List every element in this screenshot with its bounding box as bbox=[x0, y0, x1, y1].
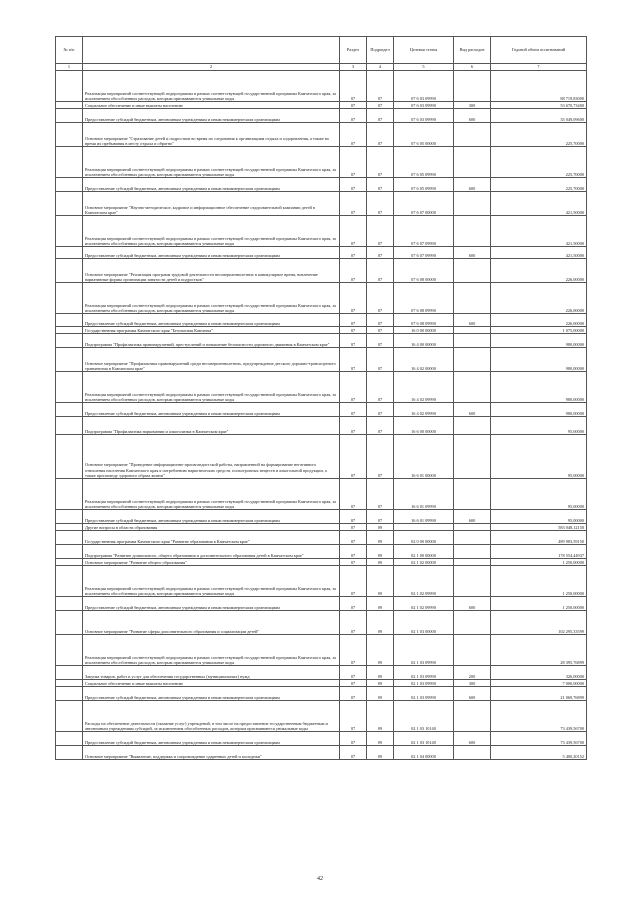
header-subsection: Подраздел bbox=[367, 37, 394, 64]
row-subsection-cell: 07 bbox=[367, 435, 394, 479]
row-target-cell: 07 6 07 09990 bbox=[394, 216, 454, 247]
row-subsection-cell: 09 bbox=[367, 611, 394, 635]
column-number: 6 bbox=[454, 64, 491, 71]
row-amount-cell: 73 439,56700 bbox=[491, 732, 587, 746]
row-subsection-cell: 07 bbox=[367, 102, 394, 109]
row-amount-cell: 5 400,20152 bbox=[491, 746, 587, 760]
row-expense-type-cell bbox=[454, 479, 491, 510]
row-section-cell: 07 bbox=[340, 283, 367, 314]
row-amount-cell: 489 983,59150 bbox=[491, 531, 587, 545]
row-number-cell bbox=[56, 611, 83, 635]
row-section-cell: 07 bbox=[340, 327, 367, 334]
table-row bbox=[56, 178, 587, 192]
row-section-cell: 07 bbox=[340, 635, 367, 666]
table-row bbox=[56, 597, 587, 611]
table-row bbox=[56, 732, 587, 746]
row-target-cell: 02 1 03 09990 bbox=[394, 635, 454, 666]
row-subsection-cell: 07 bbox=[367, 403, 394, 417]
row-amount-cell: 980,00000 bbox=[491, 403, 587, 417]
row-subsection-cell: 09 bbox=[367, 566, 394, 597]
row-expense-type-cell bbox=[454, 701, 491, 732]
row-subsection-cell: 07 bbox=[367, 417, 394, 435]
row-number-cell bbox=[56, 531, 83, 545]
row-subsection-cell: 09 bbox=[367, 746, 394, 760]
row-target-cell bbox=[394, 524, 454, 531]
row-subsection-cell: 09 bbox=[367, 666, 394, 680]
row-section-cell: 07 bbox=[340, 545, 367, 559]
table-row bbox=[56, 192, 587, 216]
row-section-cell: 07 bbox=[340, 566, 367, 597]
row-subsection-cell: 09 bbox=[367, 597, 394, 611]
row-expense-type-cell bbox=[454, 545, 491, 559]
table-row bbox=[56, 147, 587, 178]
row-number-cell bbox=[56, 510, 83, 524]
row-name-cell: Предоставление субсидий бюджетным, автономным учреждениям и иным некоммерческим организациям bbox=[83, 109, 340, 123]
row-amount-cell: 7 000,00000 bbox=[491, 680, 587, 687]
row-number-cell bbox=[56, 417, 83, 435]
header-num: № п/п bbox=[56, 37, 83, 64]
row-expense-type-cell bbox=[454, 123, 491, 147]
row-name-cell: Основное мероприятие "Реализация программ трудовой деятельности несовершеннолетних в каникулярное время, вовлечение вариативные формы организации занятости детей и подростков" bbox=[83, 259, 340, 283]
row-number-cell bbox=[56, 597, 83, 611]
row-number-cell bbox=[56, 372, 83, 403]
row-number-cell bbox=[56, 687, 83, 701]
row-name-cell: Предоставление субсидий бюджетным, автономным учреждениям и иным некоммерческим организациям bbox=[83, 597, 340, 611]
row-number-cell bbox=[56, 334, 83, 348]
column-number: 4 bbox=[367, 64, 394, 71]
row-amount-cell: 226,00000 bbox=[491, 314, 587, 327]
row-expense-type-cell bbox=[454, 192, 491, 216]
row-expense-type-cell bbox=[454, 746, 491, 760]
row-target-cell: 07 6 07 09990 bbox=[394, 247, 454, 259]
row-section-cell: 07 bbox=[340, 417, 367, 435]
row-name-cell: Подпрограмма "Развитие дошкольного, общего образования и дополнительного образования детей в Камчатском крае" bbox=[83, 545, 340, 559]
row-name-cell: Предоставление субсидий бюджетным, автономным учреждениям и иным некоммерческим организациям bbox=[83, 247, 340, 259]
row-section-cell: 07 bbox=[340, 701, 367, 732]
row-amount-cell: 28 395,76899 bbox=[491, 635, 587, 666]
row-name-cell: Реализация мероприятий соответствующей подпрограммы в рамках соответствующей государственной программы Камчатского края, за исключением обособленных расходов, которым присваиваются уникальные коды bbox=[83, 635, 340, 666]
row-number-cell bbox=[56, 746, 83, 760]
row-amount-cell: 53 670,73400 bbox=[491, 102, 587, 109]
table-row bbox=[56, 109, 587, 123]
table-row bbox=[56, 479, 587, 510]
row-expense-type-cell bbox=[454, 334, 491, 348]
row-name-cell: Социальное обеспечение и иные выплаты населению bbox=[83, 102, 340, 109]
row-number-cell bbox=[56, 192, 83, 216]
row-name-cell: Основное мероприятие "Развитие сферы дополнительного образования и социализации детей" bbox=[83, 611, 340, 635]
table-row bbox=[56, 283, 587, 314]
column-number: 1 bbox=[56, 64, 83, 71]
row-amount-cell: 980,00000 bbox=[491, 372, 587, 403]
row-name-cell: Предоставление субсидий бюджетным, автономным учреждениям и иным некоммерческим организациям bbox=[83, 510, 340, 524]
row-amount-cell: 1 250,00000 bbox=[491, 566, 587, 597]
row-expense-type-cell bbox=[454, 327, 491, 334]
row-number-cell bbox=[56, 247, 83, 259]
row-subsection-cell: 07 bbox=[367, 372, 394, 403]
row-name-cell: Закупка товаров, работ и услуг для обеспечения государственных (муниципальных) нужд bbox=[83, 666, 340, 680]
row-number-cell bbox=[56, 403, 83, 417]
row-expense-type-cell: 600 bbox=[454, 732, 491, 746]
row-number-cell bbox=[56, 732, 83, 746]
row-amount-cell: 95,00000 bbox=[491, 479, 587, 510]
header-amount: Годовой объем ассигнований bbox=[491, 37, 587, 64]
row-expense-type-cell bbox=[454, 216, 491, 247]
row-number-cell bbox=[56, 524, 83, 531]
row-subsection-cell: 07 bbox=[367, 479, 394, 510]
table-row bbox=[56, 635, 587, 666]
row-target-cell: 02 0 00 00000 bbox=[394, 531, 454, 545]
row-target-cell: 07 6 03 09990 bbox=[394, 109, 454, 123]
column-number-row bbox=[56, 64, 587, 71]
row-number-cell bbox=[56, 545, 83, 559]
row-subsection-cell: 09 bbox=[367, 524, 394, 531]
row-section-cell: 07 bbox=[340, 123, 367, 147]
row-section-cell: 07 bbox=[340, 147, 367, 178]
row-subsection-cell: 09 bbox=[367, 559, 394, 566]
row-number-cell bbox=[56, 109, 83, 123]
table-row bbox=[56, 327, 587, 334]
row-expense-type-cell: 600 bbox=[454, 597, 491, 611]
table-body bbox=[56, 71, 587, 760]
row-expense-type-cell bbox=[454, 531, 491, 545]
table-row bbox=[56, 666, 587, 680]
row-amount-cell: 1 075,00000 bbox=[491, 327, 587, 334]
row-target-cell: 16 6 01 09990 bbox=[394, 479, 454, 510]
row-target-cell: 02 1 02 09990 bbox=[394, 597, 454, 611]
row-expense-type-cell: 300 bbox=[454, 102, 491, 109]
row-target-cell: 02 1 02 09990 bbox=[394, 566, 454, 597]
row-name-cell: Реализация мероприятий соответствующей подпрограммы в рамках соответствующей государственной программы Камчатского края, за исключением обособленных расходов, которым присваиваются уникальные коды bbox=[83, 372, 340, 403]
row-subsection-cell: 07 bbox=[367, 348, 394, 372]
row-expense-type-cell: 600 bbox=[454, 510, 491, 524]
row-subsection-cell: 07 bbox=[367, 123, 394, 147]
row-subsection-cell: 07 bbox=[367, 283, 394, 314]
row-section-cell: 07 bbox=[340, 559, 367, 566]
table-row bbox=[56, 687, 587, 701]
row-name-cell: Предоставление субсидий бюджетным, автономным учреждениям и иным некоммерческим организациям bbox=[83, 403, 340, 417]
row-amount-cell: 980,00000 bbox=[491, 348, 587, 372]
row-number-cell bbox=[56, 102, 83, 109]
row-amount-cell: 226,00000 bbox=[491, 259, 587, 283]
row-expense-type-cell bbox=[454, 147, 491, 178]
row-target-cell: 07 6 05 09990 bbox=[394, 147, 454, 178]
row-subsection-cell: 07 bbox=[367, 109, 394, 123]
row-number-cell bbox=[56, 327, 83, 334]
table-row bbox=[56, 566, 587, 597]
row-expense-type-cell bbox=[454, 348, 491, 372]
row-number-cell bbox=[56, 635, 83, 666]
row-section-cell: 07 bbox=[340, 71, 367, 102]
row-section-cell: 07 bbox=[340, 746, 367, 760]
row-name-cell: Реализация мероприятий соответствующей подпрограммы в рамках соответствующей государственной программы Камчатского края, за исключением обособленных расходов, которым присваиваются уникальные коды bbox=[83, 283, 340, 314]
row-subsection-cell: 07 bbox=[367, 147, 394, 178]
column-number: 3 bbox=[340, 64, 367, 71]
row-name-cell: Расходы на обеспечение деятельности (оказание услуг) учреждений, в том числе на предоставление государственным бюджетным и автономным учреждениям субсидий, за исключением обособленных расходов, которым присваиваются уникальные коды bbox=[83, 701, 340, 732]
row-amount-cell: 421,50000 bbox=[491, 192, 587, 216]
row-number-cell bbox=[56, 147, 83, 178]
row-expense-type-cell: 300 bbox=[454, 680, 491, 687]
header-name bbox=[83, 37, 340, 64]
row-amount-cell: 225,70000 bbox=[491, 123, 587, 147]
row-amount-cell: 225,70000 bbox=[491, 178, 587, 192]
row-section-cell: 07 bbox=[340, 259, 367, 283]
row-expense-type-cell bbox=[454, 283, 491, 314]
row-section-cell: 07 bbox=[340, 102, 367, 109]
row-number-cell bbox=[56, 666, 83, 680]
row-target-cell: 07 6 05 00000 bbox=[394, 123, 454, 147]
row-amount-cell: 95,00000 bbox=[491, 417, 587, 435]
row-amount-cell: 583 048,12150 bbox=[491, 524, 587, 531]
row-section-cell: 07 bbox=[340, 510, 367, 524]
row-subsection-cell: 07 bbox=[367, 314, 394, 327]
row-name-cell: Социальное обеспечение и иные выплаты населению bbox=[83, 680, 340, 687]
row-target-cell: 02 1 04 00000 bbox=[394, 746, 454, 760]
row-name-cell: Подпрограмма "Профилактика правонарушений, преступлений и повышение безопасности дорожного движения в Камчатском крае" bbox=[83, 334, 340, 348]
row-number-cell bbox=[56, 216, 83, 247]
table-row bbox=[56, 259, 587, 283]
row-section-cell: 07 bbox=[340, 192, 367, 216]
row-number-cell bbox=[56, 314, 83, 327]
row-number-cell bbox=[56, 283, 83, 314]
row-section-cell: 07 bbox=[340, 178, 367, 192]
row-section-cell: 07 bbox=[340, 348, 367, 372]
row-amount-cell: 35 049,09600 bbox=[491, 109, 587, 123]
row-subsection-cell: 09 bbox=[367, 545, 394, 559]
row-number-cell bbox=[56, 348, 83, 372]
row-section-cell: 07 bbox=[340, 403, 367, 417]
column-number: 5 bbox=[394, 64, 454, 71]
table-row bbox=[56, 524, 587, 531]
row-number-cell bbox=[56, 259, 83, 283]
row-target-cell: 02 1 03 10140 bbox=[394, 701, 454, 732]
row-name-cell: Реализация мероприятий соответствующей подпрограммы в рамках соответствующей государственной программы Камчатского края, за исключением обособленных расходов, которым присваиваются уникальные коды bbox=[83, 147, 340, 178]
header-expense-type: Вид расходов bbox=[454, 37, 491, 64]
row-target-cell: 16 0 00 00000 bbox=[394, 327, 454, 334]
row-name-cell: Основное мероприятие "Научно-методическое, кадровое и информационное обеспечение оздоровительной кампании детей в Камчатском крае" bbox=[83, 192, 340, 216]
row-target-cell: 07 6 07 00000 bbox=[394, 192, 454, 216]
budget-table bbox=[55, 36, 587, 760]
row-name-cell: Реализация мероприятий соответствующей подпрограммы в рамках соответствующей государственной программы Камчатского края, за исключением обособленных расходов, которым присваиваются уникальные коды bbox=[83, 479, 340, 510]
row-name-cell: Предоставление субсидий бюджетным, автономным учреждениям и иным некоммерческим организациям bbox=[83, 314, 340, 327]
row-subsection-cell: 07 bbox=[367, 178, 394, 192]
row-target-cell: 16 4 02 09990 bbox=[394, 372, 454, 403]
row-number-cell bbox=[56, 479, 83, 510]
row-target-cell: 16 4 02 09990 bbox=[394, 403, 454, 417]
row-target-cell: 07 6 05 09990 bbox=[394, 178, 454, 192]
row-section-cell: 07 bbox=[340, 597, 367, 611]
row-subsection-cell: 09 bbox=[367, 635, 394, 666]
row-number-cell bbox=[56, 178, 83, 192]
row-expense-type-cell: 600 bbox=[454, 314, 491, 327]
table-row bbox=[56, 701, 587, 732]
row-expense-type-cell: 600 bbox=[454, 247, 491, 259]
row-target-cell: 07 6 08 00000 bbox=[394, 259, 454, 283]
row-amount-cell: 1 250,00000 bbox=[491, 559, 587, 566]
row-name-cell: Государственная программа Камчатского края "Развитие образования в Камчатском крае" bbox=[83, 531, 340, 545]
row-target-cell: 02 1 03 00000 bbox=[394, 611, 454, 635]
header-section: Раздел bbox=[340, 37, 367, 64]
table-row bbox=[56, 216, 587, 247]
table-row bbox=[56, 334, 587, 348]
row-section-cell: 07 bbox=[340, 732, 367, 746]
row-subsection-cell: 09 bbox=[367, 701, 394, 732]
row-section-cell: 07 bbox=[340, 524, 367, 531]
row-amount-cell: 226,00000 bbox=[491, 283, 587, 314]
row-section-cell: 07 bbox=[340, 680, 367, 687]
row-subsection-cell: 07 bbox=[367, 216, 394, 247]
row-expense-type-cell bbox=[454, 635, 491, 666]
row-subsection-cell: 07 bbox=[367, 259, 394, 283]
row-number-cell bbox=[56, 566, 83, 597]
column-number: 7 bbox=[491, 64, 587, 71]
row-name-cell: Предоставление субсидий бюджетным, автономным учреждениям и иным некоммерческим организациям bbox=[83, 178, 340, 192]
table-row bbox=[56, 611, 587, 635]
table-row bbox=[56, 314, 587, 327]
row-name-cell: Основное мероприятие "Выявление, поддержка и сопровождение одаренных детей и молодежи" bbox=[83, 746, 340, 760]
row-section-cell: 07 bbox=[340, 247, 367, 259]
row-subsection-cell: 07 bbox=[367, 247, 394, 259]
row-name-cell: Реализация мероприятий соответствующей подпрограммы в рамках соответствующей государственной программы Камчатского края, за исключением обособленных расходов, которым присваиваются уникальные коды bbox=[83, 216, 340, 247]
row-amount-cell: 225,70000 bbox=[491, 147, 587, 178]
row-amount-cell: 95,00000 bbox=[491, 435, 587, 479]
row-expense-type-cell bbox=[454, 417, 491, 435]
row-target-cell: 02 1 03 10140 bbox=[394, 732, 454, 746]
row-expense-type-cell: 200 bbox=[454, 666, 491, 680]
header-row bbox=[56, 37, 587, 64]
row-name-cell: Основное мероприятие "Профилактика правонарушений среди несовершеннолетних, предупреждение детского дорожно-транспортного травматизма в Камчатском крае" bbox=[83, 348, 340, 372]
row-amount-cell: 421,50000 bbox=[491, 216, 587, 247]
row-target-cell: 02 1 02 00000 bbox=[394, 559, 454, 566]
row-target-cell: 16 6 01 09990 bbox=[394, 510, 454, 524]
row-subsection-cell: 07 bbox=[367, 327, 394, 334]
row-amount-cell: 980,00000 bbox=[491, 334, 587, 348]
table-row bbox=[56, 372, 587, 403]
row-amount-cell: 326,00000 bbox=[491, 666, 587, 680]
row-subsection-cell: 07 bbox=[367, 192, 394, 216]
row-subsection-cell: 09 bbox=[367, 732, 394, 746]
table-row bbox=[56, 348, 587, 372]
row-expense-type-cell bbox=[454, 259, 491, 283]
row-name-cell: Реализация мероприятий соответствующей подпрограммы в рамках соответствующей государственной программы Камчатского края, за исключением обособленных расходов, которым присваиваются уникальные коды bbox=[83, 566, 340, 597]
row-subsection-cell: 09 bbox=[367, 687, 394, 701]
row-target-cell: 07 6 08 09990 bbox=[394, 283, 454, 314]
row-section-cell: 07 bbox=[340, 216, 367, 247]
row-amount-cell: 88 719,83000 bbox=[491, 71, 587, 102]
page-number: 42 bbox=[317, 876, 323, 882]
table-row bbox=[56, 102, 587, 109]
row-section-cell: 07 bbox=[340, 531, 367, 545]
row-section-cell: 07 bbox=[340, 314, 367, 327]
table-row bbox=[56, 531, 587, 545]
table-row bbox=[56, 435, 587, 479]
row-amount-cell: 102 295,33599 bbox=[491, 611, 587, 635]
row-name-cell: Предоставление субсидий бюджетным, автономным учреждениям и иным некоммерческим организациям bbox=[83, 687, 340, 701]
row-amount-cell: 178 554,44937 bbox=[491, 545, 587, 559]
row-name-cell: Подпрограмма "Профилактика наркомании и алкоголизма в Камчатском крае" bbox=[83, 417, 340, 435]
row-number-cell bbox=[56, 680, 83, 687]
row-expense-type-cell bbox=[454, 71, 491, 102]
row-section-cell: 07 bbox=[340, 611, 367, 635]
row-target-cell: 02 1 00 00000 bbox=[394, 545, 454, 559]
header-target: Целевая статья bbox=[394, 37, 454, 64]
row-target-cell: 02 1 03 09990 bbox=[394, 680, 454, 687]
row-subsection-cell: 09 bbox=[367, 531, 394, 545]
table-row bbox=[56, 559, 587, 566]
row-expense-type-cell bbox=[454, 435, 491, 479]
row-subsection-cell: 07 bbox=[367, 334, 394, 348]
row-expense-type-cell bbox=[454, 524, 491, 531]
row-target-cell: 07 6 03 09990 bbox=[394, 102, 454, 109]
row-name-cell: Основное мероприятие "Страхование детей и подростков во время их следования к организациям отдыха и оздоровления, а также во время их пребывания в месту отдыха и обратно" bbox=[83, 123, 340, 147]
table-row bbox=[56, 746, 587, 760]
row-expense-type-cell: 600 bbox=[454, 178, 491, 192]
row-number-cell bbox=[56, 435, 83, 479]
row-name-cell: Государственная программа Камчатского края "Безопасная Камчатка" bbox=[83, 327, 340, 334]
row-section-cell: 07 bbox=[340, 479, 367, 510]
row-amount-cell: 421,50000 bbox=[491, 247, 587, 259]
table-row bbox=[56, 680, 587, 687]
row-amount-cell: 21 069,76899 bbox=[491, 687, 587, 701]
row-amount-cell: 73 439,56700 bbox=[491, 701, 587, 732]
row-expense-type-cell bbox=[454, 372, 491, 403]
column-number: 2 bbox=[83, 64, 340, 71]
row-number-cell bbox=[56, 71, 83, 102]
row-name-cell: Предоставление субсидий бюджетным, автономным учреждениям и иным некоммерческим организациям bbox=[83, 732, 340, 746]
table-row bbox=[56, 545, 587, 559]
row-subsection-cell: 07 bbox=[367, 510, 394, 524]
row-target-cell: 16 6 00 00000 bbox=[394, 417, 454, 435]
row-name-cell: Основное мероприятие "Проведение информационно-пропагандистской работы, направленной на формирование негативного отношения населения Камчатского края к потреблению наркотических средств, психотропных веществ и алкогольной продукции, а также пропаганду здорового образа жизни" bbox=[83, 435, 340, 479]
row-section-cell: 07 bbox=[340, 687, 367, 701]
table-row bbox=[56, 71, 587, 102]
row-section-cell: 07 bbox=[340, 334, 367, 348]
row-target-cell: 02 1 03 09990 bbox=[394, 687, 454, 701]
row-expense-type-cell bbox=[454, 611, 491, 635]
row-subsection-cell: 09 bbox=[367, 680, 394, 687]
row-number-cell bbox=[56, 123, 83, 147]
row-expense-type-cell bbox=[454, 559, 491, 566]
row-section-cell: 07 bbox=[340, 109, 367, 123]
row-target-cell: 16 4 00 00000 bbox=[394, 334, 454, 348]
row-expense-type-cell: 600 bbox=[454, 687, 491, 701]
row-section-cell: 07 bbox=[340, 435, 367, 479]
row-number-cell bbox=[56, 701, 83, 732]
row-name-cell: Реализация мероприятий соответствующей подпрограммы в рамках соответствующей государственной программы Камчатского края, за исключением обособленных расходов, которым присваиваются уникальные коды bbox=[83, 71, 340, 102]
table-row bbox=[56, 123, 587, 147]
row-amount-cell: 1 250,00000 bbox=[491, 597, 587, 611]
row-expense-type-cell: 600 bbox=[454, 109, 491, 123]
row-target-cell: 07 6 03 09990 bbox=[394, 71, 454, 102]
table-row bbox=[56, 510, 587, 524]
row-amount-cell: 95,00000 bbox=[491, 510, 587, 524]
table-row bbox=[56, 403, 587, 417]
row-number-cell bbox=[56, 559, 83, 566]
row-section-cell: 07 bbox=[340, 372, 367, 403]
row-name-cell: Другие вопросы в области образования bbox=[83, 524, 340, 531]
row-target-cell: 16 6 01 00000 bbox=[394, 435, 454, 479]
row-expense-type-cell bbox=[454, 566, 491, 597]
table-row bbox=[56, 417, 587, 435]
row-section-cell: 07 bbox=[340, 666, 367, 680]
row-name-cell: Основное мероприятие "Развитие общего образования" bbox=[83, 559, 340, 566]
row-expense-type-cell: 600 bbox=[454, 403, 491, 417]
row-target-cell: 07 6 08 09990 bbox=[394, 314, 454, 327]
row-subsection-cell: 07 bbox=[367, 71, 394, 102]
table-row bbox=[56, 247, 587, 259]
row-target-cell: 02 1 03 09990 bbox=[394, 666, 454, 680]
row-target-cell: 16 4 02 00000 bbox=[394, 348, 454, 372]
